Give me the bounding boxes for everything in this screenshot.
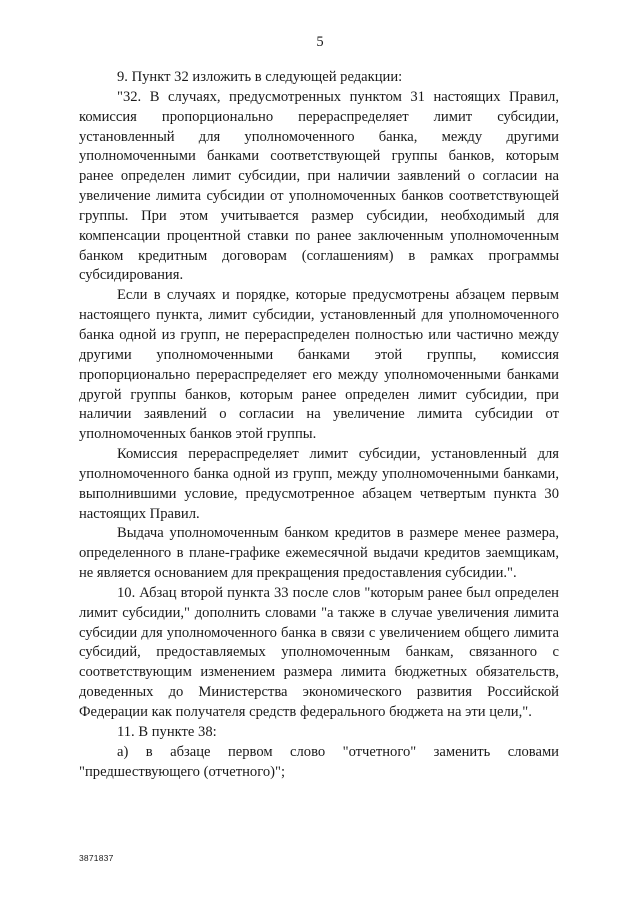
paragraph-item-11: 11. В пункте 38: (117, 723, 217, 740)
paragraph-point-32-second: Если в случаях и порядке, которые предусмотрены абзацем первым настоящего пункта, лимит субсидии, установленный для уполномоченного банка одной из групп, не перераспределен полностью или частично между другими уполномоченными банками этой группы, комиссия пропорционально перераспределяет его между уполномоченными банками другой группы банков, которым ранее определен лимит субсидии, при наличии заявлений о согласии на увеличение лимита субсидии от уполномоченных банков этой группы. (79, 287, 559, 443)
paragraph-point-32-third: Комиссия перераспределяет лимит субсидии, установленный для уполномоченного банка одной из групп, между уполномоченными банками, выполнившими условие, предусмотренное абзацем четвертым пункта 30 настоящих Правил. (79, 446, 559, 522)
paragraph-item-11-a: а) в абзаце первом слово "отчетного" заменить словами "предшествующего (отчетного)"; (79, 743, 559, 780)
document-body (79, 68, 559, 782)
paragraph-item-9: 9. Пункт 32 изложить в следующей редакции: (117, 69, 403, 85)
paragraph-point-32-fourth: Выдача уполномоченным банком кредитов в размере менее размера, определенного в плане-графике ежемесячной выдачи кредитов заемщикам, не является основанием для прекращения предоставления субсидии.". (79, 525, 559, 582)
document-code: 3871837 (79, 853, 114, 863)
paragraph-item-10: 10. Абзац второй пункта 33 после слов "которым ранее был определен лимит субсидии," дополнить словами "а также в случае увеличения лимита субсидии для уполномоченного банка в связи с увеличением общего лимита субсидий, предоставляемых уполномоченным банкам, связанного с соответствующим изменением размера лимита бюджетных обязательств, доведенных до Министерства экономического развития Российской Федерации как получателя средств федерального бюджета на эти цели,". (79, 584, 559, 720)
paragraph-point-32-first: "32. В случаях, предусмотренных пунктом 31 настоящих Правил, комиссия пропорционально перераспределяет лимит субсидии, установленный для уполномоченного банка, между другими уполномоченными банками соответствующей группы банков, которым ранее определен лимит субсидии, при наличии заявлений о согласии на увеличение лимита субсидии от уполномоченных банков соответствующей группы. При этом учитывается размер субсидии, необходимый для компенсации процентной ставки по ранее заключенным уполномоченным банком кредитным договорам (соглашениям) в рамках программы субсидирования. (79, 88, 559, 284)
page-number: 5 (316, 34, 324, 50)
